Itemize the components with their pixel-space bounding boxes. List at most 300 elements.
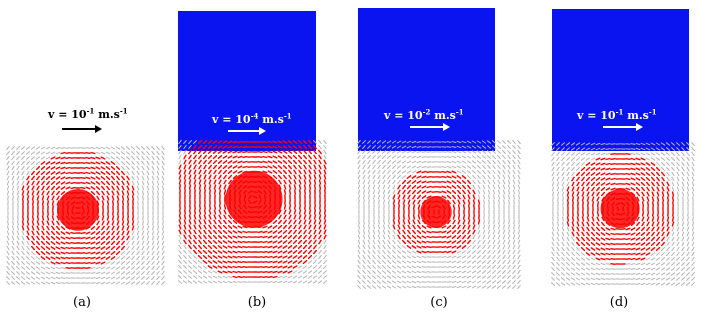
velocity-vector xyxy=(233,156,237,158)
velocity-vector xyxy=(22,181,24,185)
velocity-vector xyxy=(309,175,310,179)
velocity-vector xyxy=(503,230,504,234)
velocity-vector xyxy=(403,200,404,204)
velocity-vector xyxy=(468,185,470,188)
velocity-vector xyxy=(403,195,405,199)
velocity-vector xyxy=(662,163,665,166)
velocity-vector xyxy=(687,182,688,186)
velocity-vector xyxy=(289,236,292,239)
velocity-vector xyxy=(508,151,511,154)
velocity-vector xyxy=(238,147,242,148)
velocity-vector xyxy=(647,187,649,190)
velocity-vector xyxy=(258,167,262,168)
velocity-vector xyxy=(32,257,35,260)
velocity-vector xyxy=(152,181,153,185)
velocity-vector xyxy=(204,256,207,259)
velocity-vector xyxy=(142,181,144,185)
velocity-vector xyxy=(314,141,317,144)
velocity-vector xyxy=(61,263,65,264)
velocity-vector xyxy=(398,246,401,249)
velocity-vector xyxy=(309,180,310,184)
velocity-vector xyxy=(503,146,506,149)
velocity-vector xyxy=(672,222,673,226)
velocity-vector xyxy=(319,145,321,148)
velocity-vector xyxy=(457,286,461,287)
velocity-vector xyxy=(368,141,371,144)
velocity-vector xyxy=(61,187,64,189)
velocity-vector xyxy=(473,185,475,188)
velocity-vector xyxy=(586,253,589,255)
velocity-vector xyxy=(300,185,301,189)
velocity-vector xyxy=(509,230,510,234)
velocity-vector xyxy=(641,258,645,260)
velocity-vector xyxy=(189,235,191,238)
velocity-vector xyxy=(427,187,431,188)
velocity-vector xyxy=(493,180,495,184)
velocity-vector xyxy=(233,267,237,268)
velocity-vector xyxy=(493,235,495,239)
velocity-vector xyxy=(572,258,575,261)
velocity-vector xyxy=(393,240,395,243)
velocity-vector xyxy=(106,272,110,274)
velocity-vector xyxy=(606,238,610,239)
velocity-vector xyxy=(509,200,510,204)
velocity-vector xyxy=(587,217,588,221)
velocity-vector xyxy=(289,220,291,223)
velocity-vector xyxy=(383,266,386,269)
velocity-vector xyxy=(667,227,669,231)
velocity-vector xyxy=(293,281,297,283)
velocity-vector xyxy=(488,156,491,159)
velocity-vector xyxy=(403,230,405,233)
velocity-vector xyxy=(378,185,380,189)
velocity-vector xyxy=(626,183,630,184)
velocity-vector xyxy=(86,177,90,178)
velocity-vector xyxy=(319,155,321,158)
velocity-vector xyxy=(26,277,29,279)
velocity-vector xyxy=(314,146,317,149)
velocity-vector xyxy=(417,282,421,283)
velocity-vector xyxy=(499,220,500,224)
velocity-vector xyxy=(298,281,301,283)
velocity-vector xyxy=(137,251,139,254)
velocity-vector xyxy=(268,231,272,233)
velocity-vector xyxy=(373,175,375,178)
velocity-vector xyxy=(116,267,119,269)
velocity-vector xyxy=(656,283,660,285)
velocity-vector xyxy=(293,266,296,268)
velocity-vector xyxy=(81,178,85,179)
velocity-vector xyxy=(647,222,649,226)
velocity-vector xyxy=(469,215,470,219)
velocity-vector xyxy=(91,263,95,264)
velocity-vector xyxy=(274,176,277,179)
velocity-vector xyxy=(562,148,565,151)
velocity-vector xyxy=(66,283,70,284)
velocity-vector xyxy=(224,215,226,218)
velocity-vector xyxy=(572,182,574,186)
velocity-vector xyxy=(492,286,495,288)
velocity-vector xyxy=(557,252,559,255)
velocity-vector xyxy=(417,161,421,162)
velocity-vector xyxy=(305,210,306,214)
velocity-vector xyxy=(91,177,95,179)
velocity-vector xyxy=(677,263,680,266)
velocity-vector xyxy=(364,230,365,234)
velocity-vector xyxy=(22,166,24,169)
velocity-vector xyxy=(324,261,327,264)
velocity-vector xyxy=(488,261,491,264)
velocity-vector xyxy=(208,271,211,273)
velocity-vector xyxy=(552,187,553,191)
velocity-vector xyxy=(596,283,600,284)
velocity-vector xyxy=(388,261,391,264)
velocity-vector xyxy=(586,273,590,275)
velocity-vector xyxy=(106,282,110,284)
velocity-vector xyxy=(37,226,39,230)
velocity-vector xyxy=(652,173,655,176)
velocity-vector xyxy=(147,176,149,180)
velocity-vector xyxy=(504,195,505,199)
velocity-vector xyxy=(478,261,481,264)
velocity-vector xyxy=(398,235,400,238)
velocity-vector xyxy=(567,148,570,151)
velocity-vector xyxy=(447,277,451,278)
velocity-vector xyxy=(373,255,375,258)
velocity-vector xyxy=(314,245,316,248)
velocity-vector xyxy=(682,187,683,191)
velocity-vector xyxy=(666,273,669,275)
velocity-vector xyxy=(214,166,217,169)
velocity-vector xyxy=(142,272,145,275)
velocity-vector xyxy=(194,235,196,238)
velocity-vector xyxy=(562,182,564,186)
velocity-vector xyxy=(41,267,44,269)
velocity-vector xyxy=(224,220,226,223)
velocity-vector xyxy=(611,244,615,245)
velocity-vector xyxy=(651,258,654,260)
velocity-vector xyxy=(404,205,405,209)
velocity-vector xyxy=(7,181,8,185)
velocity-vector xyxy=(293,276,297,278)
velocity-vector xyxy=(309,261,312,264)
velocity-vector xyxy=(37,252,40,255)
velocity-vector xyxy=(377,286,380,288)
velocity-vector xyxy=(383,225,384,229)
velocity-vector xyxy=(427,182,431,183)
velocity-vector xyxy=(268,277,272,278)
velocity-vector xyxy=(12,272,15,275)
velocity-vector xyxy=(203,266,206,268)
velocity-vector xyxy=(583,197,584,201)
velocity-vector xyxy=(274,221,277,224)
velocity-vector xyxy=(577,227,579,231)
velocity-vector xyxy=(692,268,695,271)
velocity-vector xyxy=(457,276,461,277)
velocity-vector xyxy=(17,176,19,180)
velocity-vector xyxy=(147,256,149,259)
velocity-vector xyxy=(209,180,210,184)
velocity-vector xyxy=(17,277,20,280)
velocity-vector xyxy=(319,266,322,269)
velocity-vector xyxy=(26,282,29,284)
velocity-vector xyxy=(111,262,114,264)
velocity-vector xyxy=(304,160,306,163)
velocity-vector xyxy=(403,235,405,238)
velocity-vector xyxy=(422,287,426,288)
velocity-vector xyxy=(651,253,654,255)
velocity-vector xyxy=(214,236,217,239)
velocity-vector xyxy=(503,165,505,168)
velocity-vector xyxy=(452,147,456,148)
velocity-vector xyxy=(27,257,30,260)
velocity-vector xyxy=(17,147,20,150)
velocity-vector xyxy=(493,156,496,159)
velocity-vector xyxy=(13,221,14,225)
velocity-vector xyxy=(509,225,510,229)
velocity-vector xyxy=(373,170,375,173)
velocity-vector xyxy=(567,237,569,240)
velocity-vector xyxy=(283,146,286,148)
velocity-vector xyxy=(392,156,395,158)
velocity-vector xyxy=(27,262,30,265)
velocity-vector xyxy=(409,215,410,219)
velocity-vector xyxy=(641,178,644,180)
velocity-vector xyxy=(91,172,95,174)
velocity-vector xyxy=(47,177,50,180)
velocity-vector xyxy=(204,225,206,228)
velocity-vector xyxy=(383,161,386,164)
velocity-vector xyxy=(22,152,25,155)
velocity-vector xyxy=(557,157,559,160)
velocity-vector xyxy=(319,276,322,279)
velocity-vector xyxy=(468,190,470,193)
velocity-vector xyxy=(513,270,515,273)
velocity-vector xyxy=(597,228,600,231)
velocity-vector xyxy=(314,160,316,163)
velocity-vector xyxy=(86,242,90,243)
velocity-vector xyxy=(32,247,35,250)
velocity-vector xyxy=(284,185,285,189)
velocity-vector xyxy=(325,210,326,214)
velocity-vector xyxy=(41,272,44,274)
velocity-vector xyxy=(214,246,217,249)
velocity-vector xyxy=(508,271,511,274)
velocity-vector xyxy=(283,266,287,268)
velocity-vector xyxy=(51,247,54,249)
velocity-vector xyxy=(304,165,306,168)
velocity-vector xyxy=(552,182,553,186)
velocity-vector xyxy=(467,156,470,158)
velocity-vector xyxy=(294,185,295,189)
velocity-vector xyxy=(562,187,563,191)
velocity-vector xyxy=(473,171,476,174)
velocity-vector xyxy=(672,143,675,146)
velocity-vector xyxy=(298,266,301,268)
velocity-vector xyxy=(458,200,460,204)
velocity-vector xyxy=(71,173,75,174)
velocity-vector xyxy=(581,263,584,265)
velocity-vector xyxy=(61,182,64,184)
velocity-vector xyxy=(157,156,159,159)
velocity-vector xyxy=(209,236,212,239)
velocity-vector xyxy=(393,261,396,264)
velocity-vector xyxy=(378,190,379,194)
velocity-vector xyxy=(204,215,205,219)
velocity-vector xyxy=(368,240,370,244)
velocity-vector xyxy=(646,263,650,265)
velocity-vector xyxy=(324,250,326,253)
velocity-vector xyxy=(294,210,295,214)
velocity-vector xyxy=(656,258,659,260)
velocity-vector xyxy=(582,182,584,185)
velocity-vector xyxy=(472,261,475,263)
velocity-vector xyxy=(591,168,594,170)
velocity-vector xyxy=(508,245,510,249)
velocity-vector xyxy=(467,261,470,263)
velocity-vector xyxy=(672,187,673,191)
velocity-vector xyxy=(112,226,114,230)
velocity-vector xyxy=(48,201,49,205)
velocity-vector xyxy=(121,152,124,154)
velocity-vector xyxy=(657,182,659,185)
velocity-vector xyxy=(641,273,645,274)
velocity-vector xyxy=(189,170,191,174)
velocity-vector xyxy=(213,256,216,258)
velocity-vector xyxy=(647,183,650,186)
velocity-vector xyxy=(503,250,505,253)
velocity-vector xyxy=(122,257,125,260)
velocity-vector xyxy=(364,220,365,224)
velocity-vector xyxy=(452,236,455,238)
velocity-vector xyxy=(122,241,124,244)
velocity-vector xyxy=(692,182,693,186)
velocity-vector xyxy=(284,180,286,183)
velocity-vector xyxy=(96,182,99,184)
velocity-vector xyxy=(682,283,685,286)
velocity-vector xyxy=(223,141,227,143)
velocity-vector xyxy=(359,220,360,224)
velocity-vector xyxy=(662,172,665,175)
velocity-vector xyxy=(626,259,630,260)
velocity-vector xyxy=(17,241,19,245)
velocity-vector xyxy=(258,152,262,153)
velocity-vector xyxy=(478,185,480,188)
velocity-vector xyxy=(368,266,371,269)
velocity-vector xyxy=(467,151,471,153)
velocity-vector xyxy=(7,236,8,240)
velocity-vector xyxy=(158,226,159,230)
velocity-vector xyxy=(667,177,669,180)
velocity-vector xyxy=(132,147,135,150)
velocity-vector xyxy=(442,236,446,237)
velocity-vector xyxy=(268,262,272,263)
velocity-vector xyxy=(557,257,560,260)
velocity-vector xyxy=(359,200,360,204)
velocity-vector xyxy=(373,276,376,279)
velocity-vector xyxy=(671,273,674,276)
velocity-vector xyxy=(682,153,685,156)
velocity-vector xyxy=(498,286,501,289)
velocity-vector xyxy=(208,281,212,283)
velocity-vector xyxy=(101,252,104,254)
velocity-vector xyxy=(199,251,202,254)
velocity-vector xyxy=(142,186,143,190)
velocity-vector xyxy=(258,237,262,238)
velocity-vector xyxy=(157,161,159,164)
velocity-vector xyxy=(657,163,660,166)
velocity-vector xyxy=(482,146,485,148)
velocity-vector xyxy=(363,165,365,168)
velocity-vector xyxy=(268,161,272,163)
velocity-vector xyxy=(378,245,380,248)
velocity-vector xyxy=(61,237,65,239)
velocity-vector xyxy=(427,262,431,263)
velocity-vector xyxy=(557,162,559,165)
velocity-vector xyxy=(631,259,635,260)
velocity-vector xyxy=(626,169,630,170)
velocity-vector xyxy=(452,241,455,243)
velocity-vector xyxy=(324,145,326,148)
velocity-vector xyxy=(488,245,490,248)
velocity-vector xyxy=(233,226,236,228)
velocity-vector xyxy=(288,246,291,248)
velocity-vector xyxy=(513,150,515,153)
velocity-vector xyxy=(208,266,211,268)
velocity-vector xyxy=(467,271,471,273)
fluid-domain-d xyxy=(552,9,689,151)
velocity-vector xyxy=(314,225,316,229)
velocity-vector xyxy=(468,220,469,224)
velocity-vector xyxy=(494,200,495,204)
velocity-vector xyxy=(258,242,262,243)
velocity-vector xyxy=(81,248,85,249)
velocity-vector xyxy=(417,261,421,262)
velocity-vector xyxy=(514,190,515,194)
velocity-vector xyxy=(41,257,44,259)
velocity-vector xyxy=(314,261,317,264)
velocity-vector xyxy=(452,176,456,178)
velocity-vector xyxy=(106,267,110,269)
velocity-vector xyxy=(678,222,679,226)
velocity-vector xyxy=(407,176,410,178)
velocity-vector xyxy=(422,257,426,258)
velocity-vector xyxy=(427,177,431,178)
velocity-vector xyxy=(319,240,321,243)
velocity-vector xyxy=(51,157,55,159)
velocity-vector xyxy=(571,273,574,275)
velocity-vector xyxy=(184,150,186,153)
velocity-vector xyxy=(447,147,451,148)
velocity-vector xyxy=(233,282,237,283)
velocity-vector xyxy=(593,212,594,216)
velocity-vector xyxy=(369,195,370,199)
velocity-vector xyxy=(422,152,426,153)
velocity-vector xyxy=(363,281,366,284)
velocity-vector xyxy=(32,176,34,179)
velocity-vector xyxy=(86,258,90,259)
velocity-vector xyxy=(448,196,451,199)
velocity-vector xyxy=(447,162,451,163)
velocity-vector xyxy=(363,180,365,184)
velocity-vector xyxy=(36,272,39,274)
velocity-vector xyxy=(38,216,39,220)
velocity-vector xyxy=(199,261,202,264)
velocity-vector xyxy=(601,263,605,264)
velocity-vector xyxy=(412,161,416,163)
velocity-vector xyxy=(383,240,385,243)
velocity-vector xyxy=(258,232,262,233)
